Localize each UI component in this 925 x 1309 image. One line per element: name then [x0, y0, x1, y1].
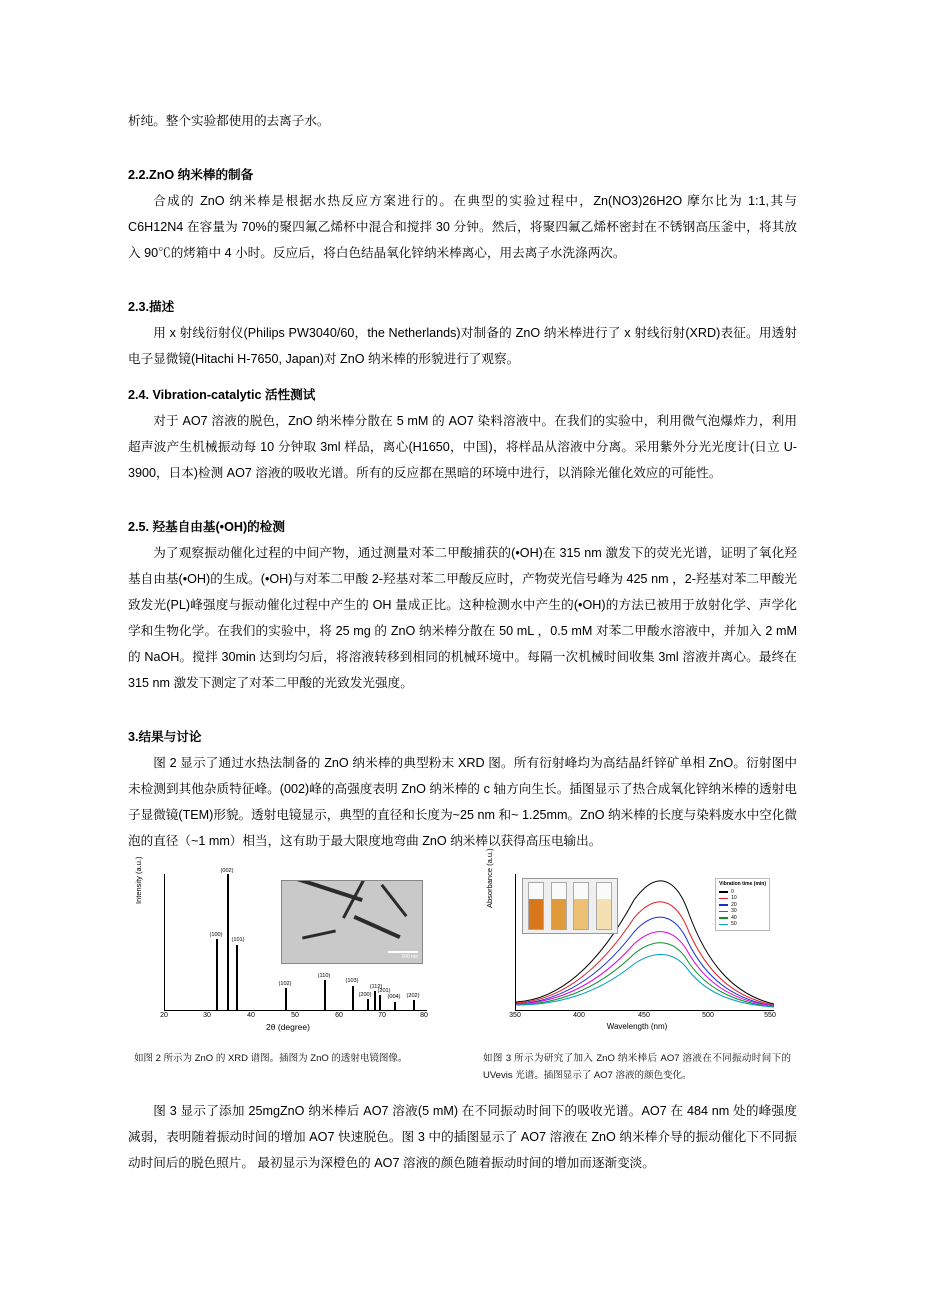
xrd-peak-label: (202) [406, 993, 420, 1000]
xrd-peak-label: (102) [278, 980, 292, 987]
legend-item: 10 [719, 895, 766, 902]
abs-legend [715, 878, 770, 931]
figure-3-caption: 如图 3 所示为研究了加入 ZnO 纳米棒后 AO7 溶液在不同振动时间下的 UVevis 光谱。插图显示了 AO7 溶液的颜色变化。 [483, 1053, 791, 1081]
section-paragraph-3: 图 2 显示了通过水热法制备的 ZnO 纳米棒的典型粉末 XRD 图。所有衍射峰均为高结晶纤锌矿单相 ZnO。衍射图中未检测到其他杂质特征峰。(002)峰的高强度表明 ZnO 纳米棒的 c 轴方向生长。插图显示了热合成氧化锌纳米棒的透射电子显微镜(TEM)形貌。透射电镜显示，典型的直径和长度为~25 nm 和~ 1.25mm。ZnO 纳米棒的长度与染料废水中空化微泡的直径（~1 mm）相当，这有助于最大限度地弯曲 ZnO 纳米棒以获得高压电输出。 [128, 756, 797, 848]
vial [596, 882, 612, 930]
legend-item: 0 [719, 889, 766, 896]
xrd-chart [134, 856, 438, 1040]
xrd-peak [324, 980, 326, 1010]
legend-item: 30 [719, 908, 766, 915]
section-heading-2-2: 2.2.ZnO 纳米棒的制备 [128, 168, 254, 182]
xrd-peak-label: (110) [317, 972, 331, 979]
xrd-peak-label: (002) [220, 868, 234, 874]
xrd-peak [413, 1000, 415, 1010]
section-paragraph-2-2: 合成的 ZnO 纳米棒是根据水热反应方案进行的。在典型的实验过程中，Zn(NO3)26H2O 摩尔比为 1:1,其与 C6H12N4 在容量为 70%的聚四氟乙烯杯中混合和搅拌 30 分钟。然后，将聚四氟乙烯杯密封在不锈钢高压釜中，将其放入 90℃的烤箱中 4 小时。反应后，将白色结晶氧化锌纳米棒离心，用去离子水洗涤两次。 [128, 194, 797, 260]
tem-scale-bar [388, 951, 418, 953]
section-heading-2-3: 2.3.描述 [128, 300, 175, 314]
section-heading-3: 3.结果与讨论 [128, 730, 202, 744]
xrd-x-tick-labels: 20 30 40 50 60 70 80 [160, 1012, 428, 1019]
section-paragraph-2-4: 对于 AO7 溶液的脱色，ZnO 纳米棒分散在 5 mM 的 AO7 染料溶液中。在我们的实验中，利用微气泡爆炸力，利用超声波产生机械振动每 10 分钟取 3ml 样品，离心(H1650，中国)，将样品从溶液中分离。采用紫外分光光度计(日立 U-3900，日本)检测 AO7 溶液的吸收光谱。所有的反应都在黑暗的环境中进行，以消除光催化效应的可能性。 [128, 414, 797, 480]
xrd-peak [227, 874, 229, 1010]
figure-2-caption: 如图 2 所示为 ZnO 的 XRD 谱图。插图为 ZnO 的透射电镜图像。 [134, 1053, 408, 1064]
xrd-peak-label: (004) [387, 994, 401, 1001]
xrd-plot-area [164, 868, 427, 1011]
section-heading-2-5: 2.5. 羟基自由基(•OH)的检测 [128, 520, 285, 534]
xrd-peak [367, 999, 369, 1010]
legend-item: 20 [719, 902, 766, 909]
xrd-x-axis-label: 2θ (degree) [266, 1022, 310, 1032]
spacer [128, 268, 797, 280]
section-paragraph-2-3: 用 x 射线衍射仪(Philips PW3040/60，the Netherlands)对制备的 ZnO 纳米棒进行了 x 射线衍射(XRD)表征。用透射电子显微镜(Hitachi H-7650, Japan)对 ZnO 纳米棒的形貌进行了观察。 [128, 326, 797, 366]
figure-2 [128, 856, 448, 1067]
xrd-peak-label: (101) [231, 937, 245, 944]
spacer [128, 136, 797, 148]
abs-x-axis-label: Wavelength (nm) [606, 1022, 668, 1031]
abs-x-tick-labels: 350 400 450 500 550 [509, 1012, 776, 1019]
xrd-peak [379, 995, 381, 1010]
abs-plot-area [515, 874, 774, 1011]
legend-item: 40 [719, 915, 766, 922]
vial [528, 882, 544, 930]
xrd-peak [216, 939, 218, 1010]
xrd-peak-label: (103) [345, 978, 359, 985]
section-heading-2-4: 2.4. Vibration-catalytic 活性测试 [128, 388, 316, 402]
vial [573, 882, 589, 930]
xrd-peak [285, 988, 287, 1010]
top-continuation-line: 析纯。整个实验都使用的去离子水。 [128, 114, 330, 128]
legend-title: Vibration time (min) [719, 881, 766, 887]
xrd-peak-label: (112) [369, 983, 383, 990]
xrd-peak [236, 945, 238, 1010]
xrd-peak [394, 1002, 396, 1010]
legend-item: 50 [719, 921, 766, 928]
xrd-peak [352, 986, 354, 1010]
xrd-peak-label: (200) [358, 991, 372, 998]
absorbance-chart [485, 848, 787, 1040]
spacer [128, 488, 797, 500]
xrd-peak [374, 991, 376, 1010]
abs-y-axis-label: Absorbance (a.u.) [485, 848, 494, 908]
tem-inset-image [281, 880, 423, 964]
closing-paragraph: 图 3 显示了添加 25mgZnO 纳米棒后 AO7 溶液(5 mM) 在不同振动时间下的吸收光谱。AO7 在 484 nm 处的峰强度减弱，表明随着振动时间的增加 AO7 快速脱色。图 3 中的插图显示了 AO7 溶液在 ZnO 纳米棒介导的振动催化下不同振动时间后的脱色照片。 最初显示为深橙色的 AO7 溶液的颜色随着振动时间的增加而逐渐变淡。 [128, 1104, 797, 1170]
xrd-y-axis-label: Intensity (a.u.) [134, 856, 143, 904]
color-change-inset [522, 878, 618, 934]
vial [551, 882, 567, 930]
spacer [128, 698, 797, 710]
section-paragraph-2-5: 为了观察振动催化过程的中间产物，通过测量对苯二甲酸捕获的(•OH)在 315 nm 激发下的荧光光谱，证明了氧化羟基自由基(•OH)的生成。(•OH)与对苯二甲酸 2-羟基对苯二甲酸反应时，产物荧光信号峰为 425 nm ，2-羟基对苯二甲酸光致发光(PL)峰强度与振动催化过程中产生的 OH 量成正比。这种检测水中产生的(•OH)的方法已被用于放射化学、声学化学和生物化学。在我们的实验中，将 25 mg 的 ZnO 纳米棒分散在 50 mL ，0.5 mM 对苯二甲酸水溶液中，并加入 2 mM 的 NaOH。搅拌 30min 达到均匀后，将溶液转移到相同的机械环境中。每隔一次机械时间收集 3ml 溶液并离心。最终在 315 nm 激发下测定了对苯二甲酸的光致发光强度。 [128, 546, 797, 690]
figure-row [128, 848, 797, 1084]
tem-scale-label: 200 nm [401, 954, 418, 960]
figure-3 [477, 848, 797, 1084]
xrd-peak-label: (201) [377, 987, 391, 994]
xrd-peak-label: (100) [209, 931, 223, 938]
